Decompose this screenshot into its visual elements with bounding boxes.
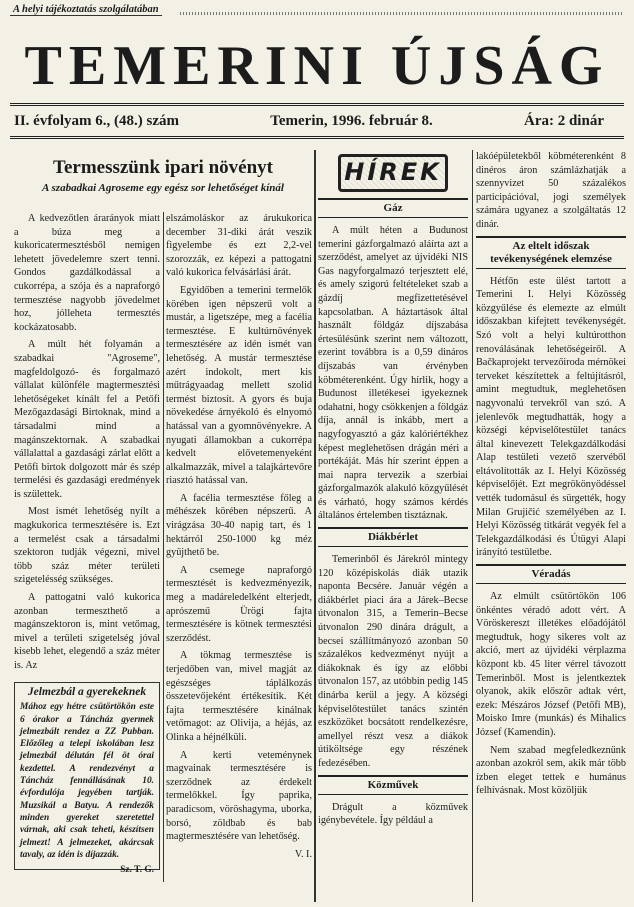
lead-paragraph: A kedvezőtlen árarányok miatt a búza meg a kukoricatermesztésből nemigen lehetett jövedelemre szert tenni. Gondos gazdálkodással a cukorrépa, a szója és a napraforgó termesztése nagyobb jövedelmet hoz, jólleheta termesztés kockázatosabb. <box>14 213 160 333</box>
lead-paragraph: A pattogatni való kukorica azonban termeszthető a magánszektoron is, mint vetőmag, mivel a területi szigetelség jóval kisebb lehet, elegendő a száz méter is. Az <box>14 592 160 671</box>
box-text: Mához egy hétre csütörtökön este 6 órakor a Táncház gyermek jelmezbált rendez a ZZ Pubban. Előzőleg a telepi iskolában lesz jelmezbál délután fél öt órai kezdettel. A rendezvényt a Táncház fennállásának 10. évfordulója jegyében tartják. Muzsikál a Batyu. A rendezők minden gyereket szeretettel várnak, aki csak teheti, készítsen jelmezt! A jelmezeket, akárcsak tavaly, az idén is díjazzák. <box>20 702 154 860</box>
box-signature: Sz. T. G. <box>120 865 154 876</box>
lead-paragraph: Egyidőben a temerini termelők körében igen népszerű volt a mustár, a ligetszépe, meg a facélia termesztése. E kultúrnövények termesztésére az idén ismét van lehetőség. A mustár termesztése azért indokolt, mert kis műtrágyaadag mellett szolid termést biztosít. A gyors és buja növekedése árnyékoló és elnyomó hatással van a gyomnövényekre. A nyugati államokban a cukorrépa kedvelt elővetemenyeként alkalmazzák, mivel a talajkártevőre riasztó hatással van. <box>166 284 312 487</box>
lead-paragraph: A tökmag termesztése is terjedőben van, mivel magját az egészséges táplálkozás összetevőjeként értékesítik. Két fajta termesztésére kínálnak vetőmagot: az Olivija, a héjás, az Olinka a héjnélküli. <box>166 650 312 743</box>
issue-price: Ára: 2 dinár <box>523 112 604 129</box>
lead-headline: Termesszünk ipari növényt <box>53 157 273 178</box>
lead-signature: V. I. <box>294 848 312 860</box>
news-section-title: Véradás <box>476 564 626 584</box>
news-section-title: Diákbérlet <box>318 527 468 547</box>
column-rule <box>472 150 473 902</box>
issue-info-bar <box>10 103 624 139</box>
news-section-title: Gáz <box>318 198 468 218</box>
children-ball-box <box>14 682 160 876</box>
lead-subheadline: A szabadkai Agroseme egy egész sor lehetőséget kínál <box>42 182 284 194</box>
news-column-1 <box>318 150 468 907</box>
masthead-title: TEMERINI ÚJSÁG <box>24 35 610 97</box>
news-paragraph: Temerinből és Járekról mintegy 120 középiskolás diák utazik naponta Becsére. Január végén a diákbérlet piaci ára a Járek–Becse útvonalon 315, a Temerin–Becse útvonalon 290 dinára drágult, a becsei szállítmányozó azonban 50 százalékos kedvezményt nyújt a diákoknak és így az előbbi útvonalon 157, az utóbbin pedig 145 dinárba kerül a jegy. A községi képviselőtestület tanács szintén eszközöket bocsátott rendelkezésre, amellyel részt vesz a diákok útiköltsége egy részének fedezésében. <box>318 554 468 769</box>
news-column-2 <box>476 150 626 907</box>
lead-paragraph: A facélia termesztése főleg a méhészek körében népszerű. A virágzása 30-40 napig tart, és 1 hektárról 250-1000 kg méz gyűjthető be. <box>166 492 312 559</box>
header-dotted-rule <box>180 12 624 15</box>
column-rule <box>314 150 316 902</box>
lead-paragraph: elszámoláskor az árukukorica december 31-diki árát veszik figyelembe és ezt 2,2-vel szorozzák, ez képezi a pattogatni való kukorica felvásárlási árát. <box>166 213 312 279</box>
lead-paragraph: A kerti veteménynek magvainak termesztésére is szerződnek az érdekelt termelőkkel. Így paprika, paradicsom, vöröshagyma, uborka, borsó, zöldbab és bab magtermesztésére van lehetőség. <box>166 749 312 843</box>
issue-date: Temerin, 1996. február 8. <box>270 112 433 129</box>
news-paragraph: lakóépületekből köbméterenként 8 dinéros áron számlázhatják a szennyvizet 50 százalékos participációval, jogi személyek számára ugyanez a szolgáltatás 12 dinár. <box>476 151 626 230</box>
news-section-title: Az eltelt időszak tevékenységének elemzése <box>476 236 626 269</box>
lead-paragraph: A csemege napraforgó termesztését is kedvezményezik, meg a madáreledelként elterjedt, aprószemű Ürögi fajta termesztésére is kötnek termesztési szerződést. <box>166 564 312 644</box>
news-paragraph: Az elmúlt csütörtökön 106 önkéntes véradó adott vért. A Vöröskereszt illetékes előadójától megtudtuk, hogy sikeres volt az akció, mert az újvidéki vérplazma központ kb. 45 liter vérrel távozott Temerinből. Most is jelentkeztek olyanok, akik először adtak vért, ezek: Mészáros József (Petőfi MB), Moisko Imre (munkás) és Mihalics József (Kamendin). <box>476 591 626 738</box>
lead-paragraph: Most ismét lehetőség nyílt a magkukorica termesztésére is. Ezt a termelést csak a társadalmi szektoron tudják végezni, mivel több száz méter területi szigetelésség szükséges. <box>14 506 160 586</box>
tagline: A helyi tájékoztatás szolgálatában <box>10 4 162 16</box>
news-paragraph: Nem szabad megfeledkeznünk azonban azokról sem, akik már több ízben eleget tettek e humánus felhívásnak. Most közöljük <box>476 744 626 797</box>
news-paragraph: A múlt héten a Budunost temerini gázforgalmazó aláírta azt a szerződést, amelyet az újvidéki NIS Gas nagyforgalmazó terjesztett elé, és amely szigorú feltételeket szab a gázdíj megfizettetésével kapcsolatban. A háztartások által használt földgáz díjszabása értesülésünk szerint nem változott, ezerint továbbra is a 0,59 dináros díjszabás van érvényben köbméterenként. Úgy hírlik, hogy a Budunost illetékesei igyekeznek odahatni, hogy csökkenjen a földgáz díja, annál is inkább, mert a nagyfogyasztó a gáz kalóriértékhez képest meglehetősen drágán méri a portékáját. Más hír szerint éppen a mai napra tervezik a szerbiai gázforgalmazók alakuló közgyűlését és várható, hogy számos kérdés általános értelemben tisztáznak. <box>318 225 468 522</box>
news-paragraph: Drágult a közművek igénybevétele. Így például a <box>318 801 468 827</box>
box-title: Jelmezbál a gyerekeknek <box>27 686 147 698</box>
issue-volume: II. évfolyam 6., (48.) szám <box>14 112 179 129</box>
news-paragraph: Hétfőn este ülést tartott a Temerini I. Helyi Közösség közgyűlése és elemezte az elmúlt időszakban kifejtett tevékenységét. Szó volt a helyi kultúrotthon renoválásának lehetőségeiről. A Bačkaprojekt tervezőiroda mérnökei terveket készítettek a feltújításról, amint megtudtuk, meglehetősen nagyvonalú tervekről van szó. A jelenlevők megtudhatták, hogy a községi képviselőtestület tanács által kinevezett Telekgazdálkodási Alap testületi vezető szervéből eltávolították az I. Helyi Közösség képviselőjét. Ezt megrökönyödéssel vették tudomásul és sürgették, hogy Milan Grujičić személyében az I. Helyi Közösség titkárát vegyék fel a Telekgazdálkodási és Útügyi Alapi irányító testületbe. <box>476 275 626 559</box>
lead-paragraph: A múlt hét folyamán a szabadkai "Agroseme", magfeldolgozó- és forgalmazó vállalat különféle magtermesztési lehetőségeket kínált fel a Petőfi Mezőgazdasági Birtoknak, mind a társadalmi mind a magánszektornak. A szabadkai vállalattal a gazdasági zárlat előtt a Petőfi birtok dolgozott már és szép termelési és gazdasági eredmények is születtek. <box>14 339 160 500</box>
column-rule <box>163 212 164 882</box>
news-logo: HÍREK <box>338 154 448 192</box>
lead-column-1 <box>14 212 160 677</box>
lead-column-2 <box>166 212 312 902</box>
news-section-title: Közművek <box>318 775 468 795</box>
